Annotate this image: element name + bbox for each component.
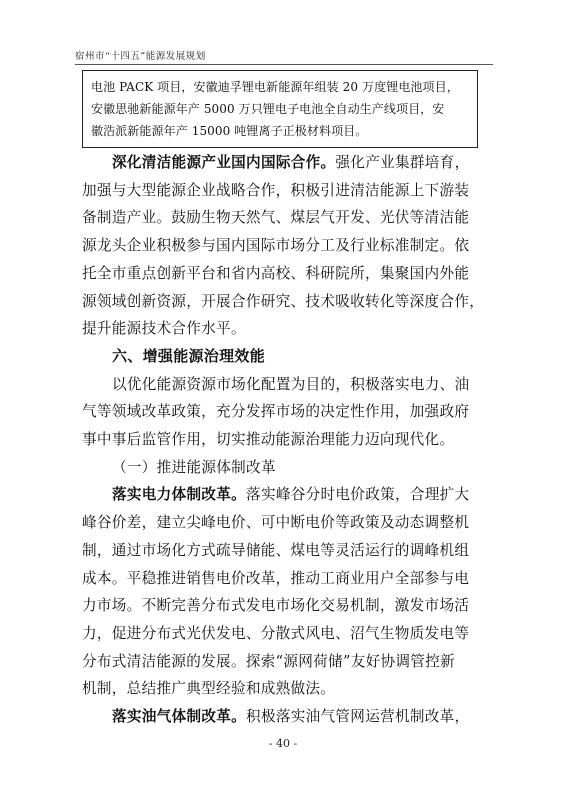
paragraph-line: 气等领域改革政策，充分发挥市场的决定性作用，加强政府 (82, 403, 470, 421)
paragraph-first-line (82, 703, 486, 731)
paragraph-line: 机制，总结推广典型经验和成熟做法。 (82, 680, 336, 698)
paragraph-first-line (82, 149, 486, 177)
paragraph-text: 落实峰谷分时电价政策，合理扩大 (246, 486, 470, 504)
paragraph-line: 加强与大型能源企业战略合作，积极引进清洁能源上下游装 (82, 181, 470, 199)
section-heading: 六、增强能源治理效能 (112, 346, 266, 365)
paragraph-line: 峰谷价差，建立尖峰电价、可中断电价等政策及动态调整机 (82, 514, 470, 532)
paragraph-text: 强化产业集群培育， (335, 154, 470, 171)
paragraph-first-line (82, 481, 486, 509)
paragraph-lead-cooperation: 深化清洁能源产业国内国际合作。 (112, 154, 336, 171)
paragraph-line: 提升能源技术合作水平。 (82, 320, 246, 338)
paragraph-line: 成本。平稳推进销售电价改革，推动工商业用户全部参与电 (82, 569, 470, 587)
paragraph-line: 制，通过市场化方式疏导储能、煤电等灵活运行的调峰机组 (82, 541, 470, 559)
page-number: - 40 - (268, 737, 298, 750)
paragraph-line: 分布式清洁能源的发展。探索“源网荷储”友好协调管控新 (82, 652, 455, 670)
main-text (82, 149, 486, 731)
header-rule (75, 64, 493, 65)
boxed-note (82, 70, 478, 148)
subsection-heading: （一）推进能源体制改革 (112, 458, 276, 476)
paragraph-line: 以优化能源资源市场化配置为目的，积极落实电力、油 (112, 375, 470, 393)
boxed-note-line: 安徽思驰新能源年产 5000 万只锂电子电池全自动生产线项目，安 (91, 102, 445, 116)
paragraph-lead-power: 落实电力体制改革。 (112, 486, 247, 504)
boxed-note-line: 徽浩派新能源年产 15000 吨锂离子正极材料项目。 (91, 124, 368, 138)
paragraph-lead-oilgas: 落实油气体制改革。 (112, 708, 247, 726)
paragraph-line: 源领域创新资源，开展合作研究、技术吸收转化等深度合作， (82, 292, 485, 310)
paragraph-text: 积极落实油气管网运营机制改革， (246, 708, 470, 726)
paragraph-line: 源龙头企业积极参与国内国际市场分工及行业标准制定。依 (82, 237, 470, 255)
paragraph-line: 力，促进分布式光伏发电、分散式风电、沼气生物质发电等 (82, 624, 470, 642)
paragraph-line: 备制造产业。鼓励生物天然气、煤层气开发、光伏等清洁能 (82, 209, 470, 227)
running-header: 宿州市“十四五”能源发展规划 (75, 51, 206, 62)
paragraph-line: 力市场。不断完善分布式发电市场化交易机制，激发市场活 (82, 597, 470, 615)
paragraph-line: 事中事后监管作用，切实推动能源治理能力迈向现代化。 (82, 431, 455, 449)
boxed-note-line: 电池 PACK 项目，安徽迪孚锂电新能源年组装 20 万度锂电池项目， (91, 80, 459, 94)
paragraph-line: 托全市重点创新平台和省内高校、科研院所，集聚国内外能 (82, 264, 470, 282)
